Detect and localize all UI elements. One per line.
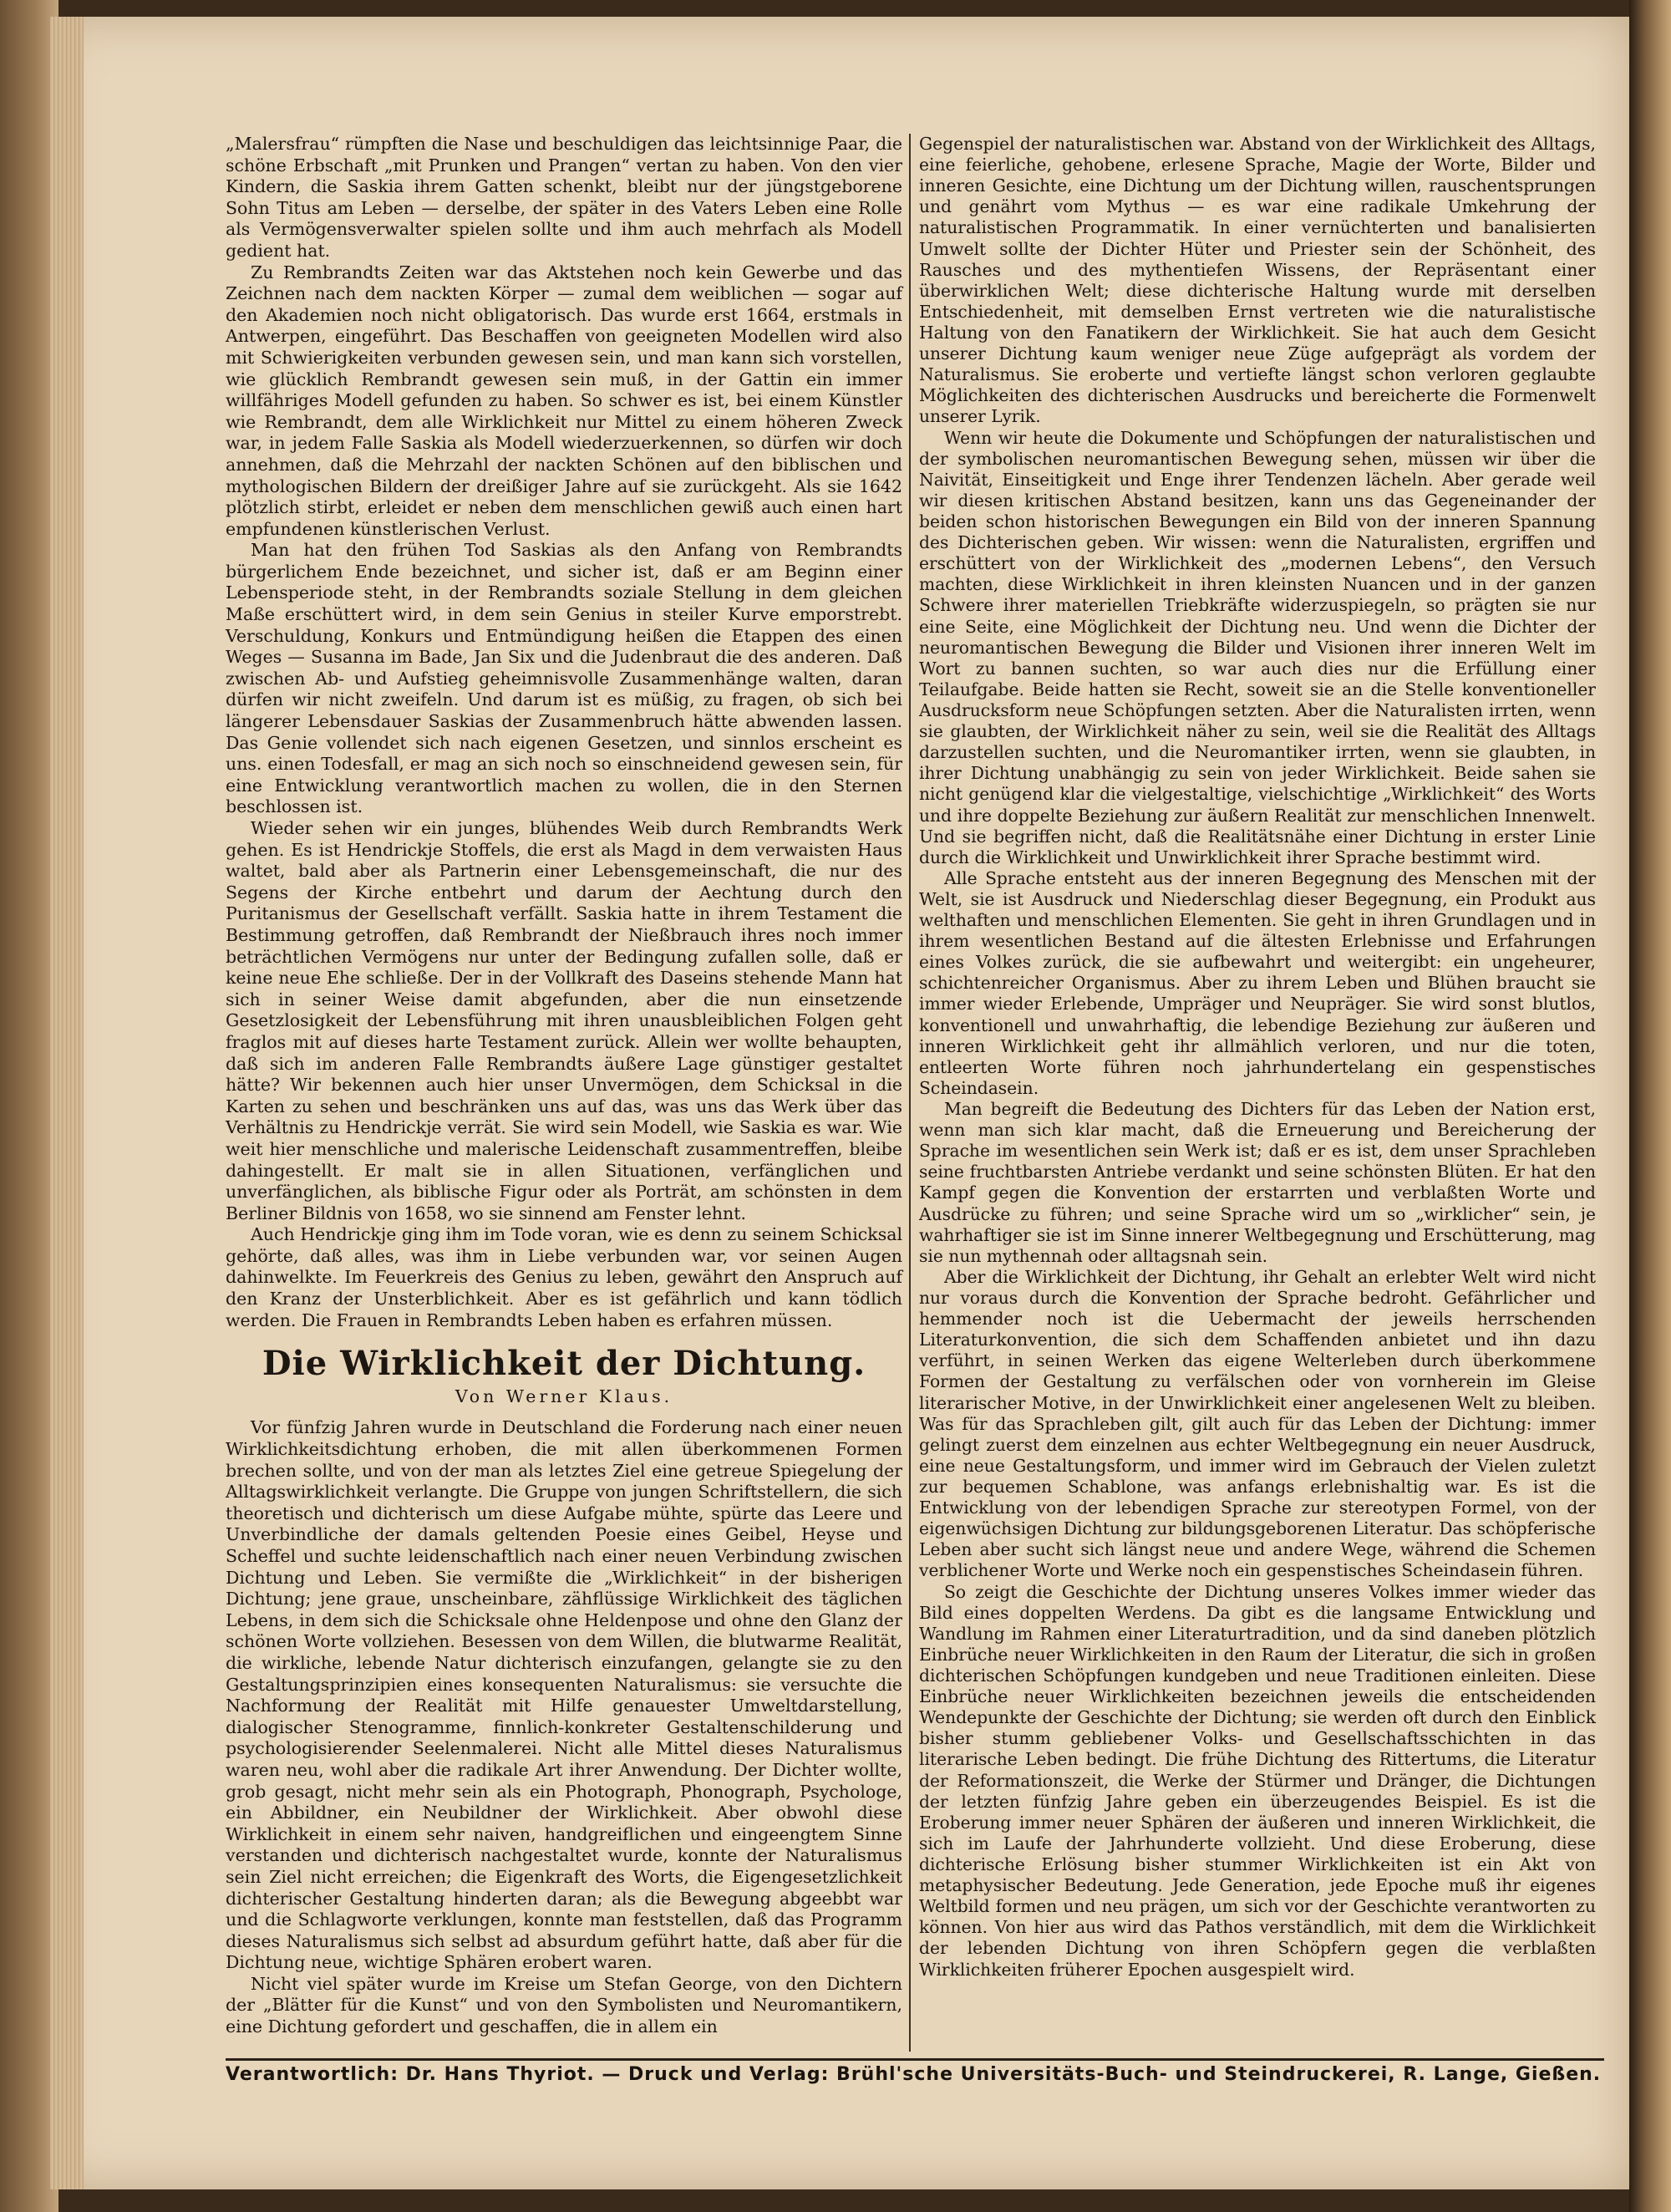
paragraph: Wieder sehen wir ein junges, blühendes Weib durch Rembrandts Werk gehen. Es ist Hendrickje Stoffels, die erst als Magd in dem verwaisten Haus waltet, bald aber als Partnerin einer Lebensgemeinschaft, die nur des Segens der Kirche entbehrt und darum der Aechtung durch den Puritanismus der Gesellschaft verfällt. Saskia hatte in ihrem Testament die Bestimmung getroffen, daß Rembrandt der Nießbrauch ihres noch immer beträchtlichen Vermögens nur unter der Bedingung zufallen solle, daß er keine neue Ehe schließe. Der in der Vollkraft des Daseins stehende Mann hat sich in seiner Weise damit abgefunden, aber die nun einsetzende Gesetzlosigkeit der Lebensführung mit ihren unausbleiblichen Folgen geht fraglos mit auf dieses harte Testament zurück. Allein wer wollte behaupten, daß sich im anderen Falle Rembrandts äußere Lage günstiger gestaltet hätte? Wir bekennen auch hier unser Unvermögen, dem Schicksal in die Karten zu sehen und beschränken uns auf das, was uns das Werk über das Verhältnis zu Hendrickje verrät. Sie wird sein Modell, wie Saskia es war. Wie weit hier menschliche und malerische Leidenschaft zusammentreffen, bleibe dahingestellt. Er malt sie in allen Situationen, verfänglichen und unverfänglichen, als biblische Figur oder als Porträt, am schönsten in dem Berliner Bildnis von 1658, wo sie sinnend am Fenster lehnt. <box>226 818 902 1223</box>
article-title: Die Wirklichkeit der Dichtung. <box>262 1344 866 1384</box>
paragraph: Aber die Wirklichkeit der Dichtung, ihr Gehalt an erlebter Welt wird nicht nur voraus durch die Konvention der Sprache bedroht. Gefährlicher und hemmender noch ist die Uebermacht der jeweils herrschenden Literaturkonvention, die sich dem Schaffenden anbietet und ihn dazu verführt, in seinen Werken das eigene Welterleben durch überkommene Formen der Gestaltung zu verfälschen oder von vornherein im Gleise literarischer Motive, in der Unwirklichkeit einer angelesenen Welt zu bleiben. Was für das Sprachleben gilt, gilt auch für das Leben der Dichtung: immer gelingt zuerst dem einzelnen aus echter Weltbegegnung ein neuer Ausdruck, eine neue Gestaltungsform, und immer wird im Gebrauch der Vielen zuletzt zur bequemen Schablone, was anfangs erlebnishaltig war. Es ist die Entwicklung von der lebendigen Sprache zur stereotypen Formel, von der eigenwüchsigen Dichtung zur bildungsgeborenen Literatur. Das schöpferische Leben aber sucht sich längst neue und andere Wege, während die Schemen verblichener Worte und Werke noch ein gespenstisches Scheindasein führen. <box>919 1266 1596 1581</box>
paragraph: Man hat den frühen Tod Saskias als den Anfang von Rembrandts bürgerlichem Ende bezeichnet, und sicher ist, daß er am Beginn einer Lebensperiode steht, in der Rembrandts soziale Stellung in dem gleichen Maße erschüttert wird, in dem sein Genius in steiler Kurve emporstrebt. Verschuldung, Konkurs und Entmündigung heißen die Etappen des einen Weges — Susanna im Bade, Jan Six und die Judenbraut die des anderen. Daß zwischen Ab- und Aufstieg geheimnisvolle Zusammenhänge walten, daran dürfen wir nicht zweifeln. Und darum ist es müßig, zu fragen, ob sich bei längerer Lebensdauer Saskias der Zusammenbruch hätte abwenden lassen. Das Genie vollendet sich nach eigenen Gesetzen, und sinnlos erscheint es uns. einen Todesfall, er mag an sich noch so einschneidend gewesen sein, für eine Entwicklung verantwortlich machen zu wollen, die in den Sternen beschlossen ist. <box>226 540 902 817</box>
left-column <box>226 134 902 2038</box>
paragraph: „Malersfrau“ rümpften die Nase und beschuldigen das leichtsinnige Paar, die schöne Erbschaft „mit Prunken und Prangen“ vertan zu haben. Von den vier Kindern, die Saskia ihrem Gatten schenkt, bleibt nur der jüngstgeborene Sohn Titus am Leben — derselbe, der später in des Vaters Leben eine Rolle als Vermögensverwalter spielen sollte und ihm auch mehrfach als Modell gedient hat. <box>226 134 902 261</box>
paragraph: Gegenspiel der naturalistischen war. Abstand von der Wirklichkeit des Alltags, eine feierliche, gehobene, erlesene Sprache, Magie der Worte, Bilder und inneren Gesichte, eine Dichtung um der Dichtung willen, rauschentsprungen und genährt vom Mythus — es war eine radikale Umkehrung der naturalistischen Programmatik. In einer vernüchterten und banalisierten Umwelt sollte der Dichter Hüter und Priester sein der Schönheit, des Rausches und des mythentiefen Wissens, der Repräsentant einer überwirklichen Welt; diese dichterische Haltung wurde mit derselben Entschiedenheit, mit demselben Ernst vertreten wie die naturalistische Haltung von den Fanatikern der Wirklichkeit. Sie hat auch dem Gesicht unserer Dichtung kaum weniger neue Züge aufgeprägt als vordem der Naturalismus. Sie eroberte und vertiefte längst schon verloren geglaubte Möglichkeiten des dichterischen Ausdrucks und bereicherte die Formenwelt unserer Lyrik. <box>919 134 1596 427</box>
paragraph: Man begreift die Bedeutung des Dichters für das Leben der Nation erst, wenn man sich klar macht, daß die Erneuerung und Bereicherung der Sprache im wesentlichen sein Werk ist; daß er es ist, dem unser Sprachleben seine fruchtbarsten Antriebe verdankt und seine schönsten Blüten. Er hat den Kampf gegen die Konvention der erstarrten und verblaßten Worte und Ausdrücke zu führen; und seine Sprache wird um so „wirklicher“ sein, je wahrhaftiger sie ist im Sinne innerer Weltbegegnung und Erschütterung, mag sie nun mythennah oder alltagsnah sein. <box>919 1099 1596 1266</box>
paragraph: Nicht viel später wurde im Kreise um Stefan George, von den Dichtern der „Blätter für die Kunst“ und von den Symbolisten und Neuromantikern, eine Dichtung gefordert und geschaffen, die in allem ein <box>226 1973 902 2037</box>
paragraph: Wenn wir heute die Dokumente und Schöpfungen der naturalistischen und der symbolischen neuromantischen Bewegung sehen, müssen wir über die Naivität, Einseitigkeit und Enge ihrer Tendenzen lächeln. Aber gerade weil wir diesen kritischen Abstand besitzen, kann uns das Gegeneinander der beiden schon historischen Bewegungen ein Bild von der inneren Spannung des Dichterischen geben. Wir wissen: wenn die Naturalisten, ergriffen und erschüttert von der Wirklichkeit des „modernen Lebens“, den Versuch machten, diese Wirklichkeit in ihren kleinsten Nuancen und in der ganzen Schwere ihrer materiellen Triebkräfte widerzuspiegeln, so prägten sie nur eine Seite, eine Möglichkeit der Dichtung neu. Und wenn die Dichter der neuromantischen Bewegung die Bilder und Visionen ihrer inneren Welt im Wort zu bannen suchten, so war auch dies nur die Erfüllung einer Teilaufgabe. Beide hatten sie Recht, soweit sie an die Stelle konventioneller Ausdrucksform neue Schöpfungen setzten. Aber die Naturalisten irrten, wenn sie glaubten, der Wirklichkeit näher zu sein, weil sie die Realität des Alltags darzustellen suchten, und die Neuromantiker irrten, wenn sie glaubten, in ihrer Dichtung unabhängig zu sein von jeder Wirklichkeit. Beide sahen sie nicht genügend klar die vielgestaltige, vielschichtige „Wirklichkeit“ des Worts und ihre doppelte Beziehung zur äußern Realität zur menschlichen Innenwelt. Und sie begriffen nicht, daß die Realitätsnähe einer Dichtung in erster Linie durch die Wirklichkeit und Unwirklichkeit ihrer Sprache bestimmt wird. <box>919 427 1596 867</box>
column-divider <box>909 134 911 2052</box>
imprint-footer: Verantwortlich: Dr. Hans Thyriot. — Druck und Verlag: Brühl'sche Universitäts-Buch- und Steindruckerei, R. Lange, Gießen. <box>226 2064 1602 2085</box>
book-cover-right <box>1629 0 1671 2212</box>
paragraph: Auch Hendrickje ging ihm im Tode voran, wie es denn zu seinem Schicksal gehörte, daß alles, was ihm in Liebe verbunden war, vor seinen Augen dahinwelkte. Im Feuerkreis des Genius zu leben, gewährt den Anspruch auf den Kranz der Unsterblichkeit. Aber es ist gefährlich und kann tödlich werden. Die Frauen in Rembrandts Leben haben es erfahren müssen. <box>226 1224 902 1330</box>
article-byline: Von Werner Klaus. <box>455 1386 673 1406</box>
footer-rule <box>226 2058 1604 2061</box>
paragraph: Zu Rembrandts Zeiten war das Aktstehen noch kein Gewerbe und das Zeichnen nach dem nackten Körper — zumal dem weiblichen — sogar auf den Akademien noch nicht obligatorisch. Das wurde erst 1664, erstmals in Antwerpen, eingeführt. Das Beschaffen von geeigneten Modellen wird also mit Schwierigkeiten verbunden gewesen sein, und man kann sich vorstellen, wie glücklich Rembrandt gewesen sein muß, in der Gattin ein immer willfähriges Modell gefunden zu haben. So schwer es ist, bei einem Künstler wie Rembrandt, dem alle Wirklichkeit nur Mittel zu einem höheren Zweck war, in jedem Falle Saskia als Modell wiederzuerkennen, so dürfen wir doch annehmen, daß die Mehrzahl der nackten Schönen auf den biblischen und mythologischen Bildern der dreißiger Jahre auf sie zurückgeht. Als sie 1642 plötzlich stirbt, erleidet er neben dem menschlichen gewiß auch einen hart empfundenen künstlerischen Verlust. <box>226 262 902 539</box>
paragraph: Vor fünfzig Jahren wurde in Deutschland die Forderung nach einer neuen Wirklichkeitsdichtung erhoben, die mit allen überkommenen Formen brechen sollte, und von der man als letztes Ziel eine getreue Spiegelung der Alltagswirklichkeit verlangte. Die Gruppe von jungen Schriftstellern, die sich theoretisch und dichterisch um diese Aufgabe mühte, spürte das Leere und Unverbindliche der damals geltenden Poesie eines Geibel, Heyse und Scheffel und suchte leidenschaftlich nach einer neuen Verbindung zwischen Dichtung und Leben. Sie vermißte die „Wirklichkeit“ in der bisherigen Dichtung; jene graue, unscheinbare, zähflüssige Wirklichkeit des täglichen Lebens, in dem sich die Schicksale ohne Heldenpose und ohne den Glanz der schönen Worte vollziehen. Besessen von dem Willen, die blutwarme Realität, die wirkliche, lebende Natur dichterisch einzufangen, gelangte sie zu den Gestaltungsprinzipien eines konsequenten Naturalismus: sie versuchte die Nachformung der Realität mit Hilfe genauester Umweltdarstellung, dialogischer Stenogramme, finnlich-konkreter Gestaltenschilderung und psychologisierender Seelenmalerei. Nicht alle Mittel dieses Naturalismus waren neu, wohl aber die radikale Art ihrer Anwendung. Der Dichter wollte, grob gesagt, nicht mehr sein als ein Photograph, Phonograph, Psychologe, ein Abbildner, ein Neubildner der Wirklichkeit. Aber obwohl diese Wirklichkeit in einem sehr naiven, handgreiflichen und eingeengtem Sinne verstanden und dichterisch nachgestaltet wurde, konnte der Naturalismus sein Ziel nicht erreichen; die Eigenkraft des Worts, die Eigengesetzlichkeit dichterischer Gestaltung hinderten daran; als die Bewegung abgeebbt war und die Schlagworte verklungen, konnte man feststellen, daß das Programm dieses Naturalismus sich selbst ad absurdum geführt hatte, daß aber für die Dichtung neue, wichtige Sphären erobert waren. <box>226 1417 902 1973</box>
paragraph: So zeigt die Geschichte der Dichtung unseres Volkes immer wieder das Bild eines doppelten Werdens. Da gibt es die langsame Entwicklung und Wandlung im Rahmen einer Literaturtradition, und da sind daneben plötzlich Einbrüche neuer Wirklichkeiten in den Raum der Literatur, die sich in großen dichterischen Schöpfungen kundgeben und neue Traditionen einleiten. Diese Einbrüche neuer Wirklichkeiten bezeichnen jeweils die entscheidenden Wendepunkte der Geschichte der Dichtung; sie werden oft durch den Einblick bisher stumm gebliebener Volks- und Gesellschaftsschichten in das literarische Leben bedingt. Die frühe Dichtung des Rittertums, die Literatur der Reformationszeit, die Werke der Stürmer und Dränger, die Dichtungen der letzten fünfzig Jahre geben ein überzeugendes Beispiel. Es ist die Eroberung immer neuer Sphären der äußeren und inneren Wirklichkeit, die sich im Laufe der Jahrhunderte vollzieht. Und diese Eroberung, diese dichterische Erlösung bisher stummer Wirklichkeiten ist ein Akt von metaphysischer Bedeutung. Jede Generation, jede Epoche muß ihr eigenes Weltbild formen und neu prägen, um sich vor der Geschichte verantworten zu können. Von hier aus wird das Pathos verständlich, mit dem die Wirklichkeit der lebenden Dichtung von ihren Schöpfern gegen die verblaßten Wirklichkeiten früherer Epochen ausgespielt wird. <box>919 1581 1596 1980</box>
paragraph: Alle Sprache entsteht aus der inneren Begegnung des Menschen mit der Welt, sie ist Ausdruck und Niederschlag dieser Begegnung, ein Produkt aus welthaften und menschlichen Elementen. Sie geht in ihren Grundlagen und in ihrem wesentlichen Bestand auf die ältesten Erlebnisse und Erfahrungen eines Volkes zurück, die sie aufbewahrt und weitergibt: ein ungeheurer, schichtenreicher Organismus. Aber zu ihrem Leben und Blühen braucht sie immer wieder Erlebende, Umpräger und Neupräger. Sie wird sonst blutlos, konventionell und unwahrhaftig, die lebendige Beziehung zur äußeren und inneren Wirklichkeit geht ihr allmählich verloren, und nur die toten, entleerten Worte führen noch jahrhundertelang ein gespenstisches Scheindasein. <box>919 867 1596 1098</box>
page-edges <box>50 17 84 2189</box>
right-column <box>919 134 1596 1981</box>
